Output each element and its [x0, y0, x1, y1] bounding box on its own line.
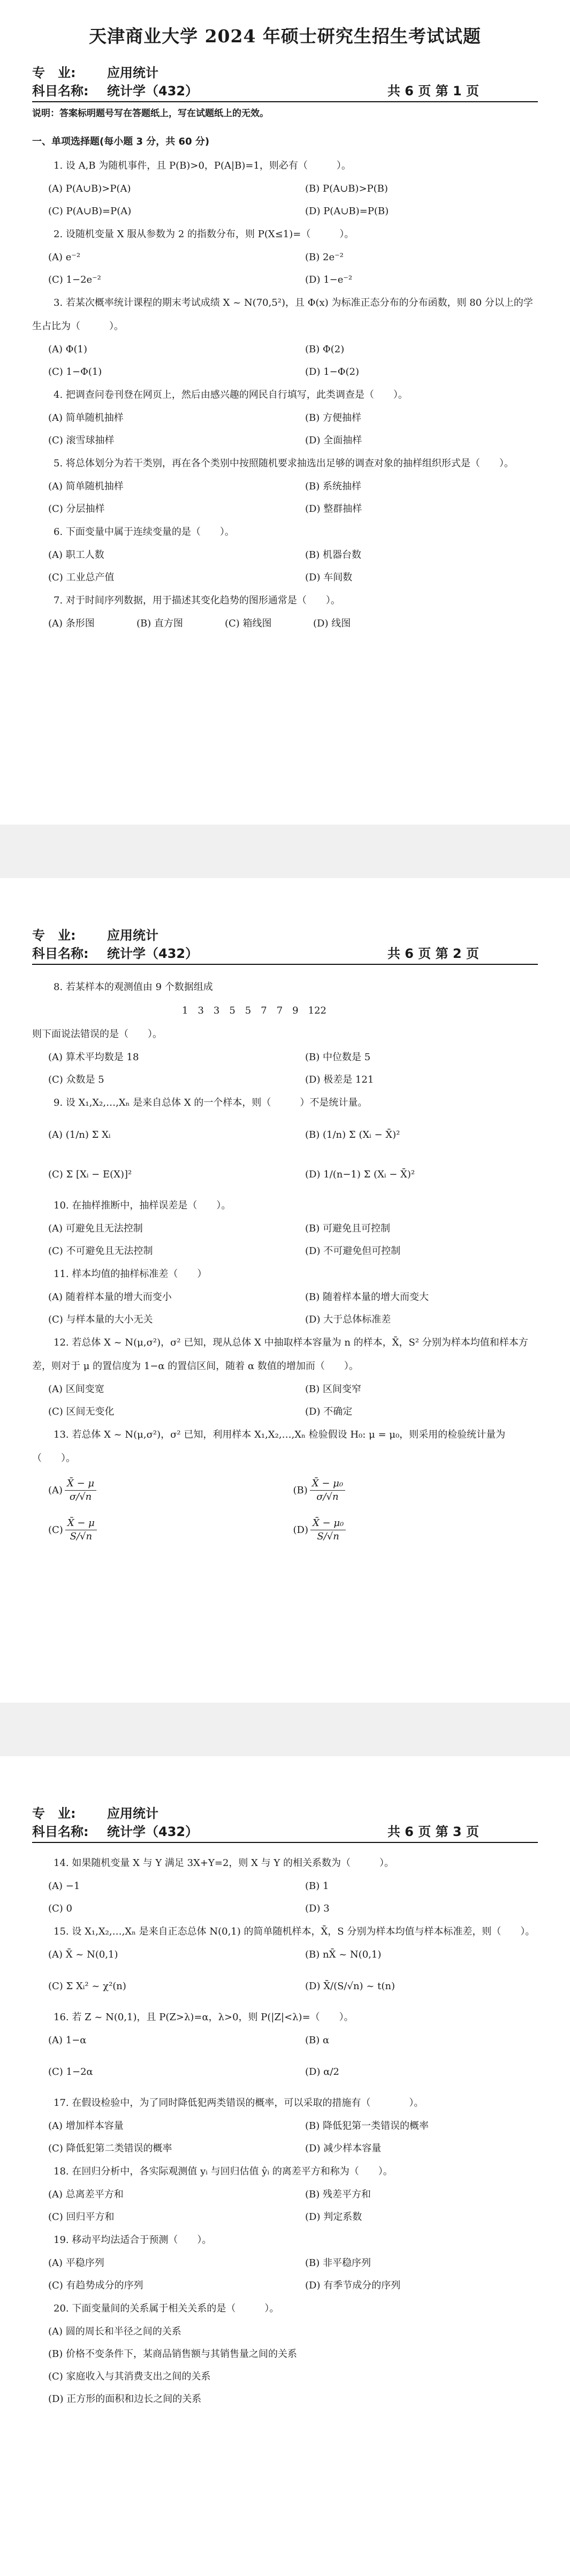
option-c: (C) Σ [Xᵢ − E(X)]²: [48, 1168, 132, 1180]
question-10: 10. 在抽样推断中，抽样误差是（ ）。: [54, 1200, 231, 1211]
question-2: 2. 设随机变量 X 服从参数为 2 的指数分布，则 P(X≤1)=（ ）。: [54, 229, 354, 240]
option-d: (D) 不确定: [305, 1406, 353, 1417]
option-b: (B) 区间变窄: [305, 1384, 361, 1395]
section-heading: 一、单项选择题(每小题 3 分，共 60 分): [32, 136, 210, 147]
option-b: (B) Φ(2): [305, 344, 345, 355]
option-a: (A): [48, 1484, 63, 1496]
question-8-stem: 则下面说法错误的是（ ）。: [32, 1029, 162, 1040]
fraction: [65, 1477, 96, 1504]
question-19: 19. 移动平均法适合于预测（ ）。: [54, 2234, 212, 2246]
fraction: [310, 1517, 346, 1543]
option-c: (C) Σ Xᵢ² ~ χ²(n): [48, 1980, 126, 1992]
option-b: (B) (1/n) Σ (Xᵢ − X̄)²: [305, 1129, 400, 1140]
option-d: (D) 1−e⁻²: [305, 274, 353, 285]
fraction: [310, 1477, 345, 1504]
exam-title: 天津商业大学 2024 年硕士研究生招生考试试题: [89, 26, 481, 47]
sample-numbers: 1 3 3 5 5 7 7 9 122: [182, 1005, 326, 1016]
option-d: (D) 大于总体标准差: [305, 1314, 391, 1325]
option-a: (A) P(A∪B)>P(A): [48, 183, 131, 194]
page-info: 共 6 页 第 3 页: [387, 1824, 479, 1839]
question-13: 13. 若总体 X ~ N(μ,σ²)，σ² 已知，利用样本 X₁,X₂,…,Xₙ 检验假设 H₀: μ = μ₀，则采用的检验统计量为（ ）。: [32, 1429, 506, 1464]
question-4: 4. 把调查问卷刊登在网页上，然后由感兴趣的网民自行填写，此类调查是（ ）。: [54, 389, 408, 401]
subject-value: 统计学（432）: [107, 84, 199, 99]
fraction: [65, 1517, 97, 1543]
exam-page-3: [0, 1756, 570, 2576]
option-b: (B) 降低犯第一类错误的概率: [305, 2120, 429, 2132]
option-d: (D) 1−Φ(2): [305, 366, 359, 377]
option-c: (C): [48, 1524, 63, 1536]
question-14: 14. 如果随机变量 X 与 Y 满足 3X+Y=2，则 X 与 Y 的相关系数为（ ）。: [54, 1857, 394, 1869]
option-c: (C) 滚雪球抽样: [48, 435, 115, 446]
option-d: (D) 全面抽样: [305, 435, 362, 446]
question-18: 18. 在回归分析中，各实际观测值 yᵢ 与回归估值 ŷᵢ 的离差平方和称为（ ）。: [54, 2166, 393, 2177]
option-c: (C) 1−2e⁻²: [48, 274, 101, 285]
option-d: (D) 不可避免但可控制: [305, 1245, 401, 1257]
question-1: 1. 设 A,B 为随机事件，且 P(B)>0，P(A|B)=1，则必有（ ）。: [54, 160, 351, 171]
option-c: (C) 家庭收入与其消费支出之间的关系: [48, 2371, 211, 2382]
major-value: 应用统计: [107, 65, 158, 80]
option-b: (B) 1: [305, 1880, 329, 1892]
question-20: 20. 下面变量间的关系属于相关关系的是（ ）。: [54, 2303, 279, 2314]
option-b: (B) 可避免且可控制: [305, 1223, 390, 1234]
option-a: (A) 区间变宽: [48, 1384, 104, 1395]
option-a: (A) 增加样本容量: [48, 2120, 124, 2132]
fraction-numerator: X̄ − μ₀: [310, 1517, 346, 1530]
option-c: (C) 分层抽样: [48, 503, 105, 515]
option-b: (B) 非平稳序列: [305, 2257, 371, 2269]
option-d: (D) X̄/(S/√n) ~ t(n): [305, 1980, 395, 1992]
question-11: 11. 样本均值的抽样标准差（ ）: [54, 1268, 207, 1280]
fraction-denominator: S/√n: [317, 1530, 339, 1542]
fraction-numerator: X̄ − μ: [65, 1517, 97, 1530]
major-value: 应用统计: [107, 928, 158, 943]
option-c: (C) 1−2α: [48, 2066, 93, 2078]
option-b: (B): [293, 1484, 308, 1496]
major-label: 专 业:: [32, 1806, 76, 1821]
page-info: 共 6 页 第 1 页: [387, 84, 479, 99]
major-value: 应用统计: [107, 1806, 158, 1821]
fraction-denominator: σ/√n: [316, 1491, 339, 1502]
option-b: (B) 2e⁻²: [305, 252, 344, 263]
option-d: (D) 判定系数: [305, 2211, 362, 2223]
exam-note: 说明：答案标明题号写在答题纸上，写在试题纸上的无效。: [32, 108, 269, 119]
question-17: 17. 在假设检验中，为了同时降低犯两类错误的概率，可以采取的措施有（ ）。: [54, 2097, 424, 2109]
exam-page-1: [0, 0, 570, 825]
option-d: (D) 车间数: [305, 572, 353, 583]
option-a: (A) 1−α: [48, 2035, 87, 2046]
question-3: 3. 若某次概率统计课程的期末考试成绩 X ~ N(70,5²)，且 Φ(x) 为标准正态分布的分布函数，则 80 分以上的学生占比为（ ）。: [32, 297, 533, 332]
option-d: (D) P(A∪B)=P(B): [305, 206, 389, 217]
option-c: (C) 降低犯第二类错误的概率: [48, 2143, 172, 2154]
question-5: 5. 将总体划分为若干类别，再在各个类别中按照随机要求抽选出足够的调查对象的抽样组织形式是（ ）。: [54, 458, 514, 469]
option-a: (A) 简单随机抽样: [48, 481, 124, 492]
question-7: 7. 对于时间序列数据，用于描述其变化趋势的图形通常是（ ）。: [54, 595, 340, 606]
option-c: (C) P(A∪B)=P(A): [48, 206, 132, 217]
option-c: (C) 众数是 5: [48, 1074, 104, 1085]
question-8: 8. 若某样本的观测值由 9 个数据组成: [54, 981, 213, 993]
page-header: [32, 64, 538, 102]
option-b: (B) α: [305, 2035, 330, 2046]
option-b: (B) 方便抽样: [305, 412, 361, 424]
option-b: (B) 机器台数: [305, 549, 361, 561]
option-c: (C) 不可避免且无法控制: [48, 1245, 153, 1257]
option-b: (B) 随着样本量的增大而变大: [305, 1291, 429, 1303]
fraction-numerator: X̄ − μ: [65, 1477, 96, 1491]
option-d: (D) 极差是 121: [305, 1074, 374, 1085]
subject-label: 科目名称:: [32, 1824, 89, 1839]
option-d: (D) 3: [305, 1903, 330, 1914]
question-6: 6. 下面变量中属于连续变量的是（ ）。: [54, 526, 234, 538]
page-info: 共 6 页 第 2 页: [387, 946, 479, 961]
question-12: 12. 若总体 X ~ N(μ,σ²)，σ² 已知，现从总体 X 中抽取样本容量为 n 的样本，X̄，S² 分别为样本均值和样本方差，则对于 μ 的置信度为 1−α 的置信区间，随着 α 数值的增加而（ ）。: [32, 1337, 528, 1372]
option-a: (A) 可避免且无法控制: [48, 1223, 143, 1234]
subject-label: 科目名称:: [32, 84, 89, 99]
subject-value: 统计学（432）: [107, 946, 199, 961]
page-header: [32, 926, 538, 965]
subject-value: 统计学（432）: [107, 1824, 199, 1839]
option-b: (B) 中位数是 5: [305, 1052, 371, 1063]
option-a: (A) (1/n) Σ Xᵢ: [48, 1129, 111, 1140]
option-b: (B) nX̄ ~ N(0,1): [305, 1949, 382, 1960]
page-gap: [0, 1703, 570, 1756]
option-b: (B) 价格不变条件下，某商品销售额与其销售量之间的关系: [48, 2348, 297, 2360]
option-d: (D): [293, 1524, 308, 1536]
fraction-denominator: S/√n: [70, 1530, 93, 1542]
option-c: (C) 1−Φ(1): [48, 366, 102, 377]
option-b: (B) P(A∪B)>P(B): [305, 183, 388, 194]
question-16: 16. 若 Z ~ N(0,1)，且 P(Z>λ)=α，λ>0，则 P(|Z|<λ)=（ ）。: [54, 2012, 354, 2023]
page-gap: [0, 825, 570, 878]
option-a: (A) 算术平均数是 18: [48, 1052, 139, 1063]
option-d: (D) 线图: [313, 618, 351, 629]
option-d: (D) 正方形的面积和边长之间的关系: [48, 2393, 202, 2405]
question-15: 15. 设 X₁,X₂,…,Xₙ 是来自正态总体 N(0,1) 的简单随机样本，X̄，S 分别为样本均值与样本标准差，则（ ）。: [54, 1926, 535, 1937]
option-a: (A) X̄ ~ N(0,1): [48, 1949, 118, 1960]
option-a: (A) 总离差平方和: [48, 2189, 124, 2200]
page-header: [32, 1804, 538, 1843]
fraction-numerator: X̄ − μ₀: [310, 1477, 345, 1491]
option-a: (A) 条形图: [48, 618, 95, 629]
subject-label: 科目名称:: [32, 946, 89, 961]
option-d: (D) 1/(n−1) Σ (Xᵢ − X̄)²: [305, 1168, 415, 1180]
option-d: (D) 有季节成分的序列: [305, 2280, 401, 2291]
option-c: (C) 区间无变化: [48, 1406, 115, 1417]
option-b: (B) 系统抽样: [305, 481, 361, 492]
option-c: (C) 有趋势成分的序列: [48, 2280, 143, 2291]
option-c: (C) 与样本量的大小无关: [48, 1314, 153, 1325]
option-c: (C) 工业总产值: [48, 572, 115, 583]
fraction-denominator: σ/√n: [69, 1491, 92, 1502]
option-a: (A) 简单随机抽样: [48, 412, 124, 424]
option-a: (A) 职工人数: [48, 549, 104, 561]
option-c: (C) 回归平方和: [48, 2211, 115, 2223]
option-a: (A) Φ(1): [48, 344, 88, 355]
option-a: (A) 随着样本量的增大而变小: [48, 1291, 172, 1303]
option-b: (B) 直方图: [136, 618, 183, 629]
major-label: 专 业:: [32, 928, 76, 943]
option-c: (C) 0: [48, 1903, 72, 1914]
major-label: 专 业:: [32, 65, 76, 80]
option-d: (D) 整群抽样: [305, 503, 362, 515]
option-a: (A) 平稳序列: [48, 2257, 104, 2269]
option-d: (D) 减少样本容量: [305, 2143, 382, 2154]
option-a: (A) e⁻²: [48, 252, 81, 263]
option-a: (A) −1: [48, 1880, 80, 1892]
option-d: (D) α/2: [305, 2066, 339, 2078]
option-a: (A) 圆的周长和半径之间的关系: [48, 2326, 181, 2337]
question-9: 9. 设 X₁,X₂,…,Xₙ 是来自总体 X 的一个样本，则（ ）不是统计量。: [54, 1097, 368, 1108]
option-c: (C) 箱线图: [225, 618, 272, 629]
exam-page-2: [0, 878, 570, 1703]
option-b: (B) 残差平方和: [305, 2189, 371, 2200]
